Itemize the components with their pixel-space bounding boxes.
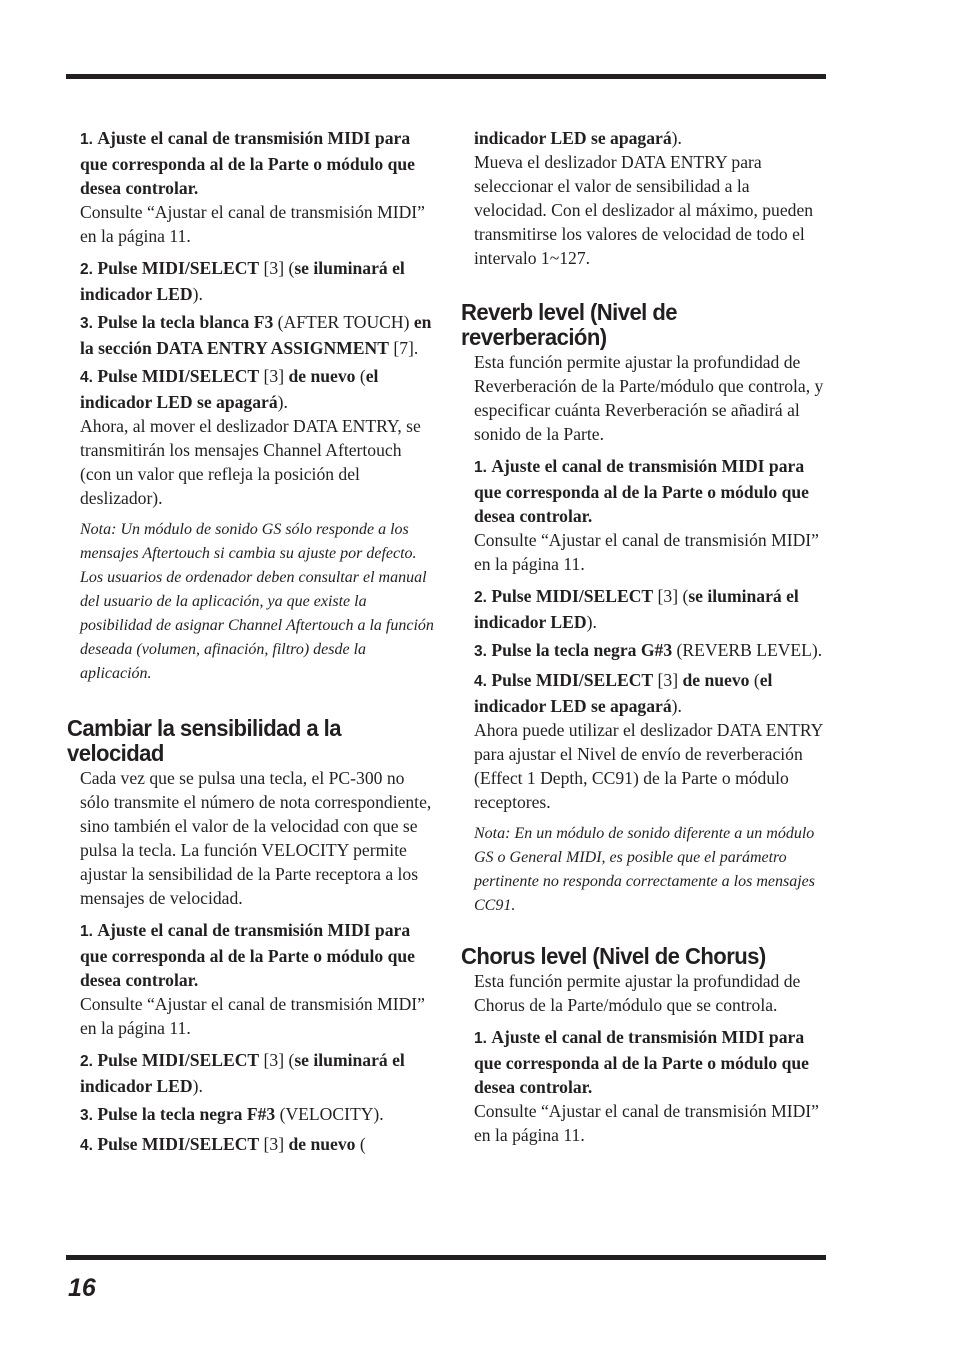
step-fragment: el indicador LED se apagará [474, 670, 773, 716]
step-instruction: Ajuste el canal de transmisión MIDI para que corresponda al de la Parte o módulo que desea controlar. [80, 920, 415, 990]
step-fragment: se iluminará el indicador LED [80, 1050, 405, 1096]
step-item [80, 918, 435, 1040]
step-number: 2. [474, 589, 487, 606]
chorus-intro: Esta función permite ajustar la profundidad de Chorus de la Parte/módulo que se controla. [474, 971, 801, 1015]
step-fragment: ). [192, 284, 203, 304]
step-item [80, 1102, 435, 1128]
continued-tail: ). [671, 128, 682, 148]
step-number: 4. [80, 369, 93, 386]
step-fragment: ). [671, 696, 682, 716]
step-fragment: (AFTER TOUCH) [273, 312, 414, 332]
top-rule [66, 74, 826, 79]
step-fragment: Pulse MIDI/SELECT [491, 670, 654, 690]
step-instruction: Ajuste el canal de transmisión MIDI para que corresponda al de la Parte o módulo que desea controlar. [474, 456, 809, 526]
step-fragment: Pulse la tecla negra G#3 [491, 640, 673, 660]
step-body: Consulte “Ajustar el canal de transmisión MIDI” en la página 11. [80, 994, 425, 1038]
step-instruction: Ajuste el canal de transmisión MIDI para que corresponda al de la Parte o módulo que desea controlar. [474, 1027, 809, 1097]
steps-chorus [474, 1025, 826, 1147]
step-fragment: [3] [259, 1134, 289, 1154]
step-number: 4. [80, 1137, 93, 1154]
continued-step [474, 126, 826, 150]
step-number: 2. [80, 1053, 93, 1070]
step-body: Consulte “Ajustar el canal de transmisión MIDI” en la página 11. [80, 202, 425, 246]
step-fragment: Pulse MIDI/SELECT [97, 258, 260, 278]
continued-body: Mueva el deslizador DATA ENTRY para seleccionar el valor de sensibilidad a la velocidad. Con el deslizador al máximo, pueden transmitirse los valores de velocidad de todo el intervalo 1~127. [474, 152, 814, 268]
step-fragment: [7]. [388, 338, 419, 358]
step-item [80, 1132, 435, 1158]
step-item [474, 668, 826, 814]
continued-bold: indicador LED se apagará [474, 128, 672, 148]
step-fragment: de nuevo [288, 1134, 356, 1154]
step-fragment: Pulse MIDI/SELECT [97, 366, 260, 386]
heading-reverb: Reverb level (Nivel de reverberación) [461, 299, 677, 350]
step-fragment: se iluminará el indicador LED [474, 586, 799, 632]
step-number: 3. [80, 315, 93, 332]
step-fragment: Pulse MIDI/SELECT [97, 1134, 260, 1154]
note-reverb: Nota: En un módulo de sonido diferente a un módulo GS o General MIDI, es posible que el parámetro pertinente no responda correctamente a los mensajes CC91. [474, 825, 815, 914]
step-fragment: se iluminará el indicador LED [80, 258, 405, 304]
step-number: 1. [474, 1030, 487, 1047]
step-item [474, 638, 826, 664]
step-instruction: Ajuste el canal de transmisión MIDI para que corresponda al de la Parte o módulo que desea controlar. [80, 128, 415, 198]
step-number: 1. [80, 131, 93, 148]
step-fragment: ). [277, 392, 288, 412]
velocity-intro: Cada vez que se pulsa una tecla, el PC-300 no sólo transmite el número de nota correspondiente, sino también el valor de la velocidad con que se pulsa la tecla. La función VELOCITY permite ajustar la sensibilidad de la Parte receptora a los mensajes de velocidad. [80, 768, 432, 908]
step-number: 2. [80, 261, 93, 278]
step-item [80, 256, 435, 306]
step-fragment: (REVERB LEVEL). [672, 640, 823, 660]
step-fragment: [3] ( [259, 258, 295, 278]
step-item [474, 454, 826, 576]
step-fragment: [3] [259, 366, 289, 386]
step-fragment: Pulse la tecla negra F#3 [97, 1104, 276, 1124]
step-fragment: ( [355, 1134, 366, 1154]
step-number: 1. [80, 923, 93, 940]
step-fragment: Pulse MIDI/SELECT [97, 1050, 260, 1070]
step-body: Ahora puede utilizar el deslizador DATA ENTRY para ajustar el Nivel de envío de reverberación (Effect 1 Depth, CC91) de la Parte o módulo receptores. [474, 720, 823, 812]
step-number: 1. [474, 459, 487, 476]
step-number: 4. [474, 673, 487, 690]
step-fragment: (VELOCITY). [275, 1104, 384, 1124]
reverb-intro: Esta función permite ajustar la profundidad de Reverberación de la Parte/módulo que controla, y especificar cuánta Reverberación se añadirá al sonido de la Parte. [474, 352, 824, 444]
step-body: Consulte “Ajustar el canal de transmisión MIDI” en la página 11. [474, 530, 819, 574]
step-fragment: de nuevo [288, 366, 356, 386]
steps-reverb [474, 454, 826, 814]
step-fragment: en la sección DATA ENTRY ASSIGNMENT [80, 312, 432, 358]
heading-velocity: Cambiar la sensibilidad a la velocidad [67, 715, 341, 766]
step-item [80, 310, 435, 360]
step-fragment: el indicador LED se apagará [80, 366, 379, 412]
step-fragment: ( [355, 366, 366, 386]
step-fragment: Pulse la tecla blanca F3 [97, 312, 274, 332]
step-fragment: ). [586, 612, 597, 632]
steps-aftertouch [80, 126, 435, 510]
step-fragment: [3] ( [259, 1050, 295, 1070]
step-fragment: ( [749, 670, 760, 690]
step-item [80, 1048, 435, 1098]
step-fragment: ). [192, 1076, 203, 1096]
heading-chorus: Chorus level (Nivel de Chorus) [461, 943, 766, 969]
step-item [80, 364, 435, 510]
step-fragment: de nuevo [682, 670, 750, 690]
step-fragment: [3] ( [653, 586, 689, 606]
right-column [461, 126, 826, 1155]
left-column [67, 126, 435, 1162]
step-number: 3. [80, 1107, 93, 1124]
step-fragment: [3] [653, 670, 683, 690]
steps-velocity [80, 918, 435, 1158]
note-aftertouch: Nota: Un módulo de sonido GS sólo responde a los mensajes Aftertouch si cambia su ajuste por defecto. Los usuarios de ordenador deben consultar el manual del usuario de la aplicación, ya que existe la posibilidad de asignar Channel Aftertouch a la función deseada (volumen, afinación, filtro) desde la aplicación. [80, 521, 434, 682]
step-body: Ahora, al mover el deslizador DATA ENTRY, se transmitirán los mensajes Channel Aftertouch (con un valor que refleja la posición del deslizador). [80, 416, 421, 508]
step-item [80, 126, 435, 248]
bottom-rule [66, 1255, 826, 1260]
step-item [474, 1025, 826, 1147]
page-number: 16 [68, 1274, 96, 1302]
step-fragment: Pulse MIDI/SELECT [491, 586, 654, 606]
step-body: Consulte “Ajustar el canal de transmisión MIDI” en la página 11. [474, 1101, 819, 1145]
step-item [474, 584, 826, 634]
step-number: 3. [474, 643, 487, 660]
